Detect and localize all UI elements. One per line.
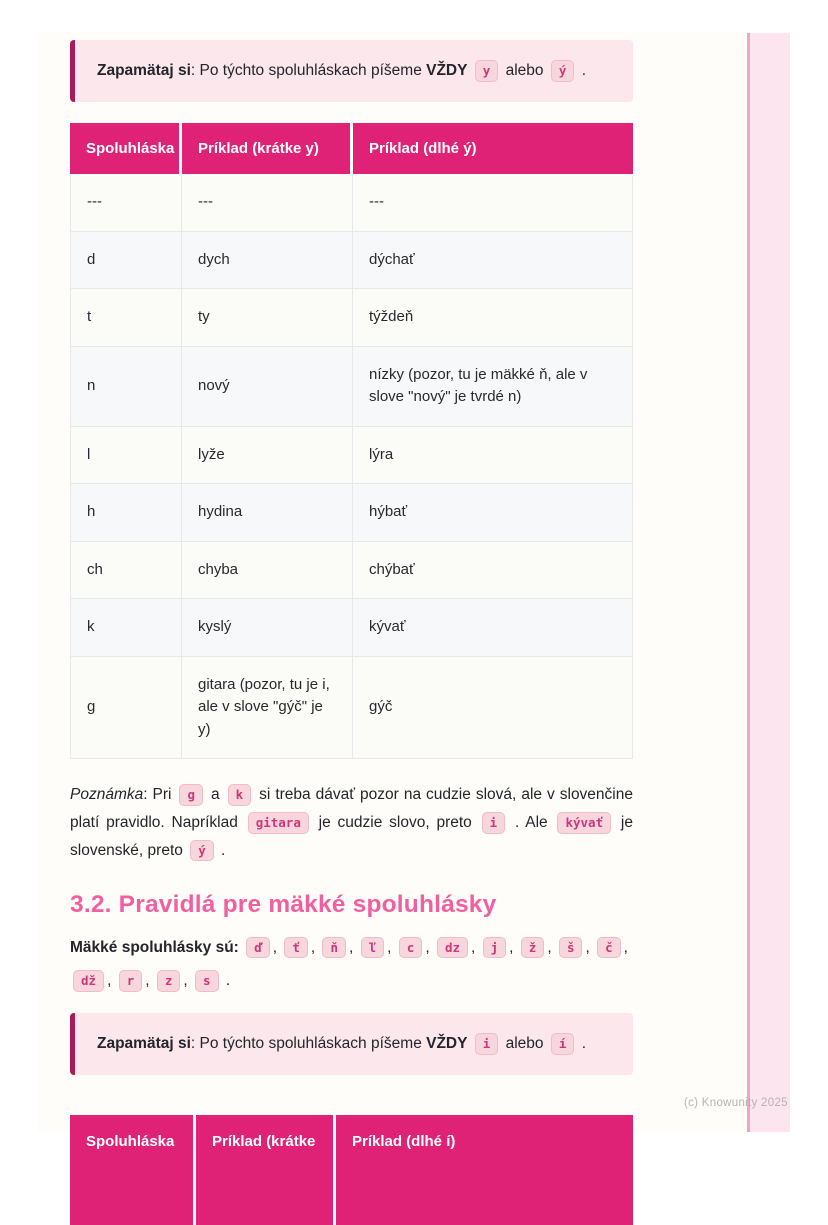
table-cell: --- [182,174,353,232]
hard-consonants-table [70,123,633,759]
page-side-strip [747,33,790,1132]
table-cell: nízky (pozor, tu je mäkké ň, ale v slove "nový" je tvrdé n) [353,347,633,427]
code-chip: ď [246,937,270,959]
table-row [70,289,633,347]
table-row [70,232,633,290]
code-chip: i [475,1033,499,1055]
code-chip: r [119,970,143,992]
note-paragraph: Poznámka: Pri g a k si treba dávať pozor na cudzie slová, ale v slovenčine platí pravidlo. Napríklad gitara je cudzie slovo, preto i . Ale kývať je slovenské, preto ý . [70,781,633,865]
code-chip: í [551,1033,575,1055]
callout-text: Zapamätaj si: Po týchto spoluhláskach píšeme VŽDY i alebo í . [97,1035,586,1052]
table-cell: n [70,347,182,427]
bold-text: Zapamätaj si [97,1035,191,1053]
code-chip: ž [521,937,545,959]
table-cell: l [70,427,182,485]
table-row [70,427,633,485]
table-cell: kývať [353,599,633,657]
table-cell: chyba [182,542,353,600]
code-chip: c [399,937,423,959]
table-header-row [70,123,633,174]
code-chip: z [157,970,181,992]
code-chip: š [559,937,583,959]
bold-text: Mäkké spoluhlásky sú: [70,938,244,956]
code-chip: č [597,937,621,959]
table-cell: --- [353,174,633,232]
column-header: Spoluhláska [70,1115,196,1225]
column-header: Príklad (dlhé í) [336,1115,633,1225]
code-chip: i [482,812,506,834]
column-header: Spoluhláska [70,123,182,174]
table-cell: hýbať [353,484,633,542]
column-header: Príklad (dlhé ý) [353,123,633,174]
column-header: Príklad (krátke [196,1115,336,1225]
table-row [70,484,633,542]
table-row [70,657,633,760]
table-cell: kyslý [182,599,353,657]
table-cell: ch [70,542,182,600]
code-chip: s [195,970,219,992]
code-chip: k [228,784,252,806]
table-cell: gýč [353,657,633,760]
callout-remember-soft [70,1013,633,1075]
table-cell: t [70,289,182,347]
italic-text: Poznámka [70,786,144,804]
code-chip: ň [322,937,346,959]
table-cell: nový [182,347,353,427]
table-row [70,599,633,657]
bold-text: Zapamätaj si [97,62,191,79]
table-cell: h [70,484,182,542]
section-heading: 3.2. Pravidlá pre mäkké spoluhlásky [70,890,497,918]
table-cell: ty [182,289,353,347]
code-chip: dz [437,937,468,959]
table-cell: g [70,657,182,760]
table-cell: k [70,599,182,657]
code-chip: ť [284,937,308,959]
table-cell: dýchať [353,232,633,290]
code-chip: g [179,784,203,806]
table-row [70,347,633,427]
table-cell: dych [182,232,353,290]
code-chip: ý [551,60,575,82]
code-chip: gitara [248,812,309,834]
table-header-row [70,1115,633,1225]
column-header: Príklad (krátke y) [182,123,353,174]
table-cell: chýbať [353,542,633,600]
table-cell: hydina [182,484,353,542]
table-row [70,542,633,600]
soft-consonants-paragraph: Mäkké spoluhlásky sú: ď , ť , ň , ľ , c , dz , j , ž , š , č , dž , r , z , s . [70,931,633,998]
code-chip: ý [190,840,214,862]
code-chip: ľ [361,937,385,959]
page-content [70,33,633,1225]
bold-text: VŽDY [426,1035,468,1053]
table-cell: lýra [353,427,633,485]
table-cell: gitara (pozor, tu je i, ale v slove "gýč" je y) [182,657,353,760]
code-chip: kývať [557,812,611,834]
soft-consonants-table [70,1115,633,1225]
callout-remember-hard [70,40,633,102]
code-chip: j [483,937,507,959]
document-page [37,33,790,1151]
code-chip: y [475,60,499,82]
watermark: (c) Knowunity 2025 [684,1097,788,1109]
bold-text: VŽDY [426,62,468,79]
table-row [70,174,633,232]
table-cell: --- [70,174,182,232]
table-cell: d [70,232,182,290]
callout-text: Zapamätaj si: Po týchto spoluhláskach píšeme VŽDY y alebo ý . [97,62,586,79]
table-cell: týždeň [353,289,633,347]
table-cell: lyže [182,427,353,485]
code-chip: dž [73,970,104,992]
